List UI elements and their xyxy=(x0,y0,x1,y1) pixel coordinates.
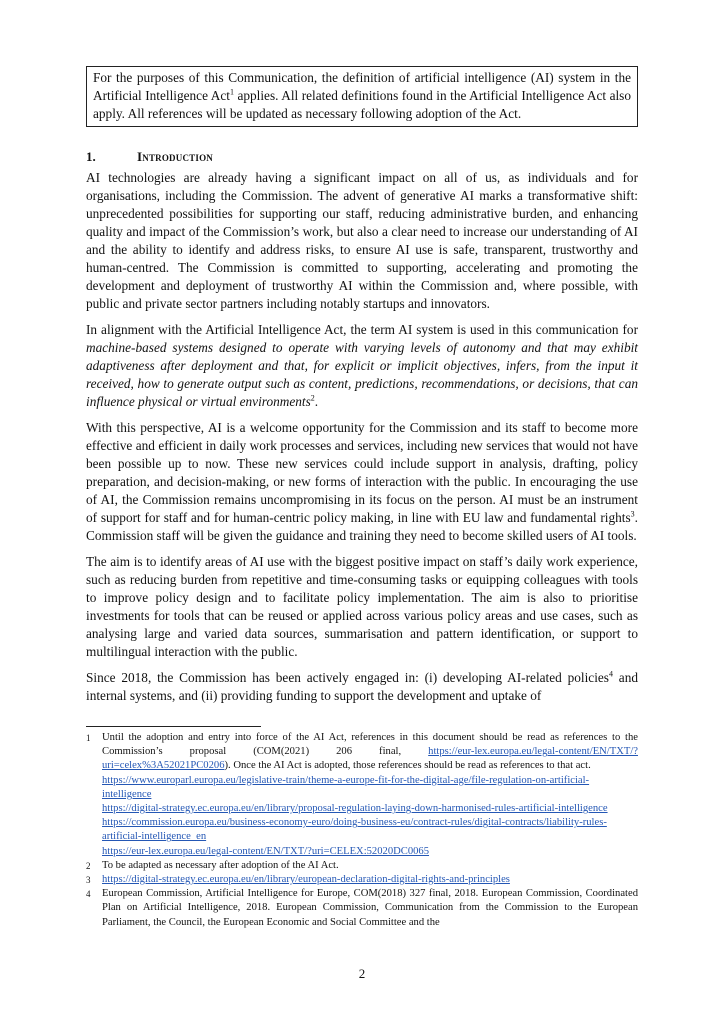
footnotes xyxy=(86,731,638,930)
paragraph-2-end: . xyxy=(314,394,319,409)
paragraph-2 xyxy=(86,321,638,411)
document-page xyxy=(86,66,638,930)
footnote-1 xyxy=(86,731,638,859)
paragraph-5 xyxy=(86,669,638,705)
footnote-text: European Commission, Artificial Intelligence for Europe, COM(2018) 327 final, 2018. European Commission, Coordinated Plan on Artificial Intelligence, 2018. European Commission, Communication from the Commission to the European Parliament, the Council, the European Economic and Social Committee and the xyxy=(102,888,638,928)
footnote-1-link-4 xyxy=(102,816,638,844)
footnote-ref-1[interactable]: 1 xyxy=(229,87,234,97)
section-number: 1. xyxy=(86,149,96,164)
paragraph-3-text-b: . Commission staff will be given the guidance and training they need to become skilled users of AI tools. xyxy=(86,510,638,543)
ai-system-definition: machine-based systems designed to operate with varying levels of autonomy and that may exhibit adaptiveness after deployment and that, for explicit or implicit objectives, infers, from the input it received, how to generate output such as content, predictions, recommendations, or decisions, that can influence physical or virtual environments xyxy=(86,340,638,409)
footnote-divider xyxy=(86,726,261,727)
definition-box xyxy=(86,66,638,127)
paragraph-3 xyxy=(86,419,638,545)
commission-liability-link[interactable]: https://commission.europa.eu/business-economy-euro/doing-business-eu/contract-rules/digital-contracts/liability-rules-artificial-intelligence_en xyxy=(102,817,607,843)
paragraph-5-text-b: and internal systems, and (ii) providing funding to support the development and uptake of xyxy=(86,670,638,703)
footnote-1-link-3 xyxy=(102,802,638,816)
footnote-number: 3 xyxy=(86,875,91,886)
footnote-1-body xyxy=(102,731,638,774)
footnote-text: To be adapted as necessary after adoption of the AI Act. xyxy=(102,859,339,871)
definition-text-1: For the purposes of this Communication, the definition of artificial intelligence (AI) system in the Artificial Intelligence Act xyxy=(93,70,631,103)
section-heading xyxy=(86,149,638,165)
eur-lex-proposal-link[interactable]: https://eur-lex.europa.eu/legal-content/EN/TXT/?uri=celex%3A52021PC0206 xyxy=(102,746,638,772)
footnote-1-text-a: Until the adoption and entry into force of the AI Act, references in this document should be read as references to the Commission’s proposal (COM(2021) 206 final, xyxy=(102,732,638,758)
footnote-number: 4 xyxy=(86,889,91,900)
footnote-number: 1 xyxy=(86,733,91,743)
footnote-ref-3[interactable]: 3 xyxy=(630,509,635,519)
europarl-link[interactable]: https://www.europarl.europa.eu/legislative-train/theme-a-europe-fit-for-the-digital-age/file-regulation-on-artificial-intelligence xyxy=(102,774,590,800)
footnote-1-link-2 xyxy=(102,774,638,802)
paragraph-5-text-a: Since 2018, the Commission has been actively engaged in: (i) developing AI-related policies xyxy=(86,670,609,685)
definition-text-2: applies. All related definitions found in the Artificial Intelligence Act also apply. All references will be updated as necessary following adoption of the Act. xyxy=(93,88,632,121)
footnote-4 xyxy=(86,887,638,930)
digital-strategy-link[interactable]: https://digital-strategy.ec.europa.eu/en/library/proposal-regulation-laying-down-harmonised-rules-artificial-intelligence xyxy=(102,803,608,815)
paragraph-4: The aim is to identify areas of AI use with the biggest positive impact on staff’s daily work experience, such as reducing burden from repetitive and time-consuming tasks or equipping colleagues with tools to improve policy design and to facilitate policy implementation. The aim is also to prioritise investments for tools that can be reused or applied across various policy areas and use cases, such as analysing large and varied data sources, summarisation and pattern identification, or support to multilingual interaction with the public. xyxy=(86,554,638,659)
footnote-number: 2 xyxy=(86,860,91,871)
footnote-3 xyxy=(86,873,638,887)
footnote-text xyxy=(102,873,638,887)
footnote-text xyxy=(102,731,638,859)
footnote-ref-2[interactable]: 2 xyxy=(310,393,315,403)
paragraph-3-text-a: With this perspective, AI is a welcome opportunity for the Commission and its staff to become more effective and efficient in daily work processes and services, including new services that would not have been possible up to now. These new services could include support in analysis, drafting, policy preparation, and decision-making, or new forms of interaction with the public. In encouraging the use of AI, the Commission remains uncompromising in its focus on the person. AI must be an instrument of support for staff and for human-centric policy making, in line with EU law and fundamental rights xyxy=(86,420,638,525)
footnote-1-link-5 xyxy=(102,845,638,859)
digital-rights-declaration-link[interactable]: https://digital-strategy.ec.europa.eu/en/library/european-declaration-digital-rights-and-principles xyxy=(102,874,510,886)
eur-lex-celex-link[interactable]: https://eur-lex.europa.eu/legal-content/EN/TXT/?uri=CELEX:52020DC0065 xyxy=(102,845,430,857)
section-title: Introduction xyxy=(137,149,213,164)
paragraph-1: AI technologies are already having a significant impact on all of us, as individuals and for organisations, including the Commission. The advent of generative AI marks a transformative shift: unprecedented possibilities for supporting our staff, reducing administrative burden, and enhancing quality and impact of the Commission’s work, but also a clear need to increase our understanding of AI and the ability to identify and address risks, to ensure AI use is safe, transparent, trustworthy and human-centred. The Commission is committed to supporting, accelerating and promoting the development and deployment of trustworthy AI within the Commission and, where possible, with public and private sector partners including notably startups and innovators. xyxy=(86,170,638,311)
footnote-1-text-b: ). Once the AI Act is adopted, those references should be read as references to that act. xyxy=(224,760,591,772)
footnote-ref-4[interactable]: 4 xyxy=(608,669,613,679)
paragraph-2-text: In alignment with the Artificial Intelligence Act, the term AI system is used in this communication for xyxy=(86,322,638,337)
page-number: 2 xyxy=(358,966,366,981)
footnote-2 xyxy=(86,859,638,873)
